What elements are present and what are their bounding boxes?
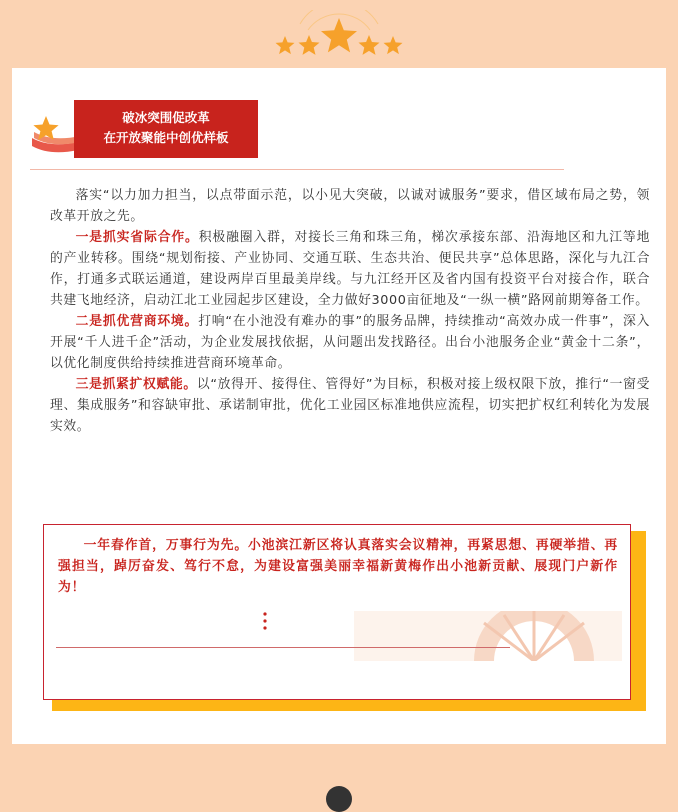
article-point-1 [50,227,650,311]
vertical-dots-icon [262,611,268,631]
bottom-circle-icon [326,786,352,812]
point-2-lead: 二是抓优营商环境。 [75,314,199,329]
sunburst-decoration-icon [354,611,622,661]
section-title-box [74,100,258,158]
article-point-3 [50,374,650,437]
title-divider [30,169,564,170]
quote-text: 一年春作首，万事行为先。小池滨江新区将认真落实会议精神，再紧思想、再硬举措、再强担当，踔厉奋发、笃行不怠，为建设富强美丽幸福新黄梅作出小池新贡献、展现门户新作为！ [58,538,618,595]
point-3-lead: 三是抓紧扩权赋能。 [75,377,197,392]
article-point-2 [50,311,650,374]
section-title-line1: 破冰突围促改革 [122,110,210,125]
quote-box [43,524,631,700]
point-3-body: 以“放得开、接得住、管得好”为目标，积极对接上级权限下放，推行“一窗受理、集成服务”和容缺审批、承诺制审批，优化工业园区标准地供应流程，切实把扩权红利转化为发展实效。 [50,377,650,434]
point-1-body: 积极融圈入群，对接长三角和珠三角，梯次承接东部、沿海地区和九江等地的产业转移。围绕“规划衔接、产业协同、交通互联、生态共治、便民共享”总体思路，深化与九江合作，打通多式联运通道，建设两岸百里最美岸线。与九江经开区及省内国有投资平台对接合作，联合共建飞地经济，启动江北工业园起步区建设，全力做好3000亩征地及“一纵一横”路网前期筹备工作。 [50,230,650,308]
header-stars-icon [0,10,678,58]
point-2-body: 打响“在小池没有难办的事”的服务品牌，持续推动“高效办成一件事”，深入开展“千人进千企”活动，为企业发展找依据，从问题出发找路径。出台小池服务企业“黄金十二条”，以优化制度供给持续推进营商环境革命。 [50,314,650,371]
point-1-lead: 一是抓实省际合作。 [75,230,199,245]
quote-divider [56,647,510,648]
article-body [50,185,650,437]
article-intro: 落实“以力加力担当，以点带面示范，以小见大突破，以诚对诚服务”要求，借区域布局之势，领改革开放之先。 [50,188,650,224]
section-title-line2: 在开放聚能中创优样板 [103,130,229,145]
content-panel [12,68,666,744]
section-title [30,100,270,170]
